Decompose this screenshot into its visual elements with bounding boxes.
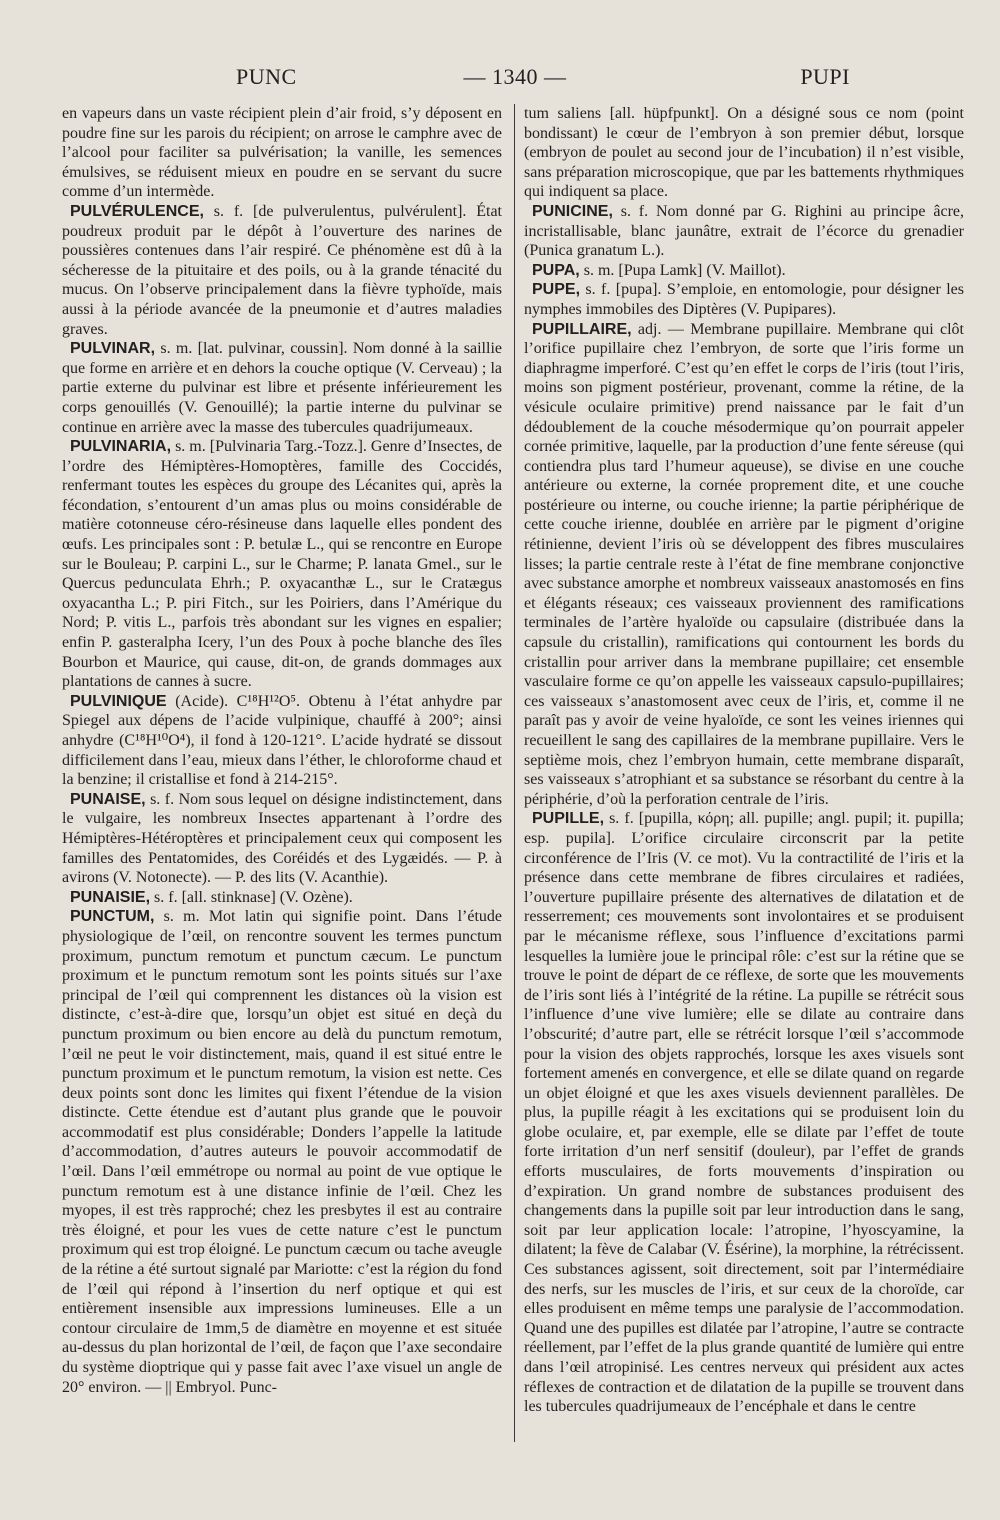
entry-headword: PUNICINE, <box>532 202 613 220</box>
entry-headword: PULVINIQUE <box>70 692 167 710</box>
entry-headword: PUNCTUM, <box>70 908 155 926</box>
entry-text: s. f. [all. stinknase] (V. Ozène). <box>150 888 353 906</box>
entry-text: adj. — Membrane pupillaire. Membrane qui clôt l’orifice pupillaire chez l’embryon, de sorte que l’iris forme un diaphragme imperforé. C’est qu’en effet le corps de l’iris (tout l’iris, moins son pigment postérieur, provenant, comme la rétine, de la vésicule oculaire primitive) prend naissance par le fait d’un dédoublement de la couche mésodermique qu’on pourrait appeler cornée primitive, laquelle, par la production d’une fente séreuse (qui contiendra plus tard l’humeur aqueuse), se divise en une couche antérieure ou externe, la cornée proprement dite, et une couche postérieure ou interne, ou couche irienne; la partie périphérique de cette couche irienne, doublée en arrière par le pigment d’origine rétinienne, devient l’iris où se développent des fibres musculaires lisses; la partie centrale reste à l’état de fine membrane conjonctive avec substance amorphe et nombreux vaisseaux anastomosés en fins et élégants réseaux; ces vaisseaux proviennent des ramifications terminales de l’artère hyaloïde ou capsulaire (distribuée dans la capsule du cristallin), ramifications qui contournent les bords du cristallin pour arriver dans la membrane pupillaire; cet ensemble vasculaire forme ce qu’on appelle les vaisseaux capsulo-pupillaires; ces vaisseaux s’anastomosent avec ceux de l’iris, et, comme il ne paraît pas y avoir de veine hyaloïde, ce sont les veines iriennes qui recueillent le sang des capillaires de la membrane pupillaire. Vers le septième mois, chez l’embryon humain, cette membrane disparaît, ses vaisseaux s’atrophiant et sa substance se résorbant du centre à la périphérie, d’où la perforation centrale de l’iris. <box>524 320 964 808</box>
entry-headword: PUNAISIE, <box>70 888 151 906</box>
dictionary-entry <box>524 320 964 810</box>
page-header <box>70 64 960 98</box>
entry-text: en vapeurs dans un vaste récipient plein d’air froid, s’y déposent en poudre fine sur les parois du récipient; on arrose le camphre avec de l’alcool pour faciliter sa pulvérisation; la vanille, les semences émulsives, se réduisent mieux en poudre en se servant du sucre comme d’un intermède. <box>62 105 502 201</box>
page-number: — 1340 — <box>463 64 567 89</box>
entry-text: s. m. Mot latin qui signifie point. Dans l’étude physiologique de l’œil, on rencontre souvent les termes punctum proximum, punctum remotum et punctum cæcum. Le punctum proximum et le punctum remotum sont les points situés sur l’axe principal de l’œil qui comprennent les distances où la vision est distincte, c’est-à-dire que, lorsqu’un objet est situé en deçà du punctum proximum ou bien encore au delà du punctum remotum, l’œil ne peut le voir distinctement, mais, quand il est situé entre le punctum proximum et le punctum remotum, la vision est nette. Ces deux points sont donc les limites qui fixent l’étendue de la vision distincte. Cette étendue est d’autant plus grande que le pouvoir accommodatif est plus considérable; Donders l’appelle la latitude d’accommodation, d’autres auteurs le pouvoir accommodatif de l’œil. Dans l’œil emmétrope ou normal au point de vue optique le punctum remotum est à une distance infinie de l’œil. Chez les myopes, il est très rapproché; chez les presbytes il est au contraire très éloigné, et pour les vues de cette nature c’est le punctum proximum qui est trop éloigné. Le punctum cæcum ou tache aveugle de la rétine a été surtout signalé par Mariotte: c’est la région du fond de l’œil qui répond à l’insertion du nerf optique et qui est entièrement insensible aux impressions lumineuses. Elle a un contour circulaire de 1mm,5 de diamètre en moyenne et est située au-dessus du plan horizontal de l’œil, de façon que l’axe secondaire du système dioptrique qui y passe fait avec l’axe visuel un angle de 20° environ. — || Embryol. Punc- <box>62 908 502 1396</box>
dictionary-entry <box>524 104 964 202</box>
left-column <box>62 104 502 1502</box>
dictionary-entry <box>62 202 502 339</box>
dictionary-entry <box>524 809 964 1416</box>
entry-text: s. m. [Pupa Lamk] (V. Maillot). <box>579 261 786 279</box>
entry-text: s. f. [pupilla, κόρη; all. pupille; angl. pupil; it. pupilla; esp. pupila]. L’orifice circulaire circonscrit par la petite circonférence de l’Iris (V. ce mot). Vu la contractilité de l’iris et la présence dans cette membrane de fibres circulaires et radiées, l’ouverture pupillaire présente des alternatives de dilatation et de resserrement; ces mouvements sont involontaires et se produisent par le mécanisme réflexe, sous l’influence d’excitations parmi lesquelles la lumière joue le principal rôle: c’est sur la rétine que se trouve le point de départ de ce réflexe, de sorte que les mouvements de l’iris sont liés à l’intégrité de la rétine. La pupille se rétrécit sous l’influence d’une vive lumière; elle se dilate au contraire dans l’obscurité; d’autre part, elle se rétrécit lorsque l’œil s’accommode pour la vision des objets rapprochés, lorsque les axes visuels sont fortement amenés en convergence, et elle se dilate quand on regarde un objet éloigné et que les axes visuels deviennent parallèles. De plus, la pupille réagit à les excitations qui se produisent loin du globe oculaire, et, par exemple, elle se dilate par l’effet de toute forte irritation d’un nerf sensitif (douleur), par l’effet de grands efforts musculaires, de forts mouvements d’inspiration ou d’expiration. Un grand nombre de substances produisent des changements dans la pupille soit par leur introduction dans le sang, soit par leur application locale: l’atropine, l’hyoscyamine, la dilatent; la fève de Calabar (V. Ésérine), la morphine, la rétrécissent. Ces substances agissent, soit directement, soit par l’intermédiaire des nerfs, sur les muscles de l’iris, et sur ceux de la choroïde, car elles produisent en même temps une paralysie de l’accommodation. Quand une des pupilles est dilatée par l’atropine, l’autre se contracte réellement, par l’effet de la plus grande quantité de lumière qui entre dans l’œil atropinisé. Les centres nerveux qui président aux actes réflexes de contraction et de dilatation de la pupille se trouvent dans les tubercules quadrijumeaux de l’encéphale et dans le centre <box>524 810 964 1416</box>
column-divider <box>514 104 515 1442</box>
dictionary-entry <box>62 692 502 790</box>
entry-text: s. m. [Pulvinaria Targ.-Tozz.]. Genre d’Insectes, de l’ordre des Hémiptères-Homoptères, famille des Coccidés, renfermant toutes les espèces du groupe des Lécanites qui, après la fécondation, s’entourent d’un amas plus ou moins considérable de matière cotonneuse céro-résineuse dans laquelle elles pondent des œufs. Les principales sont : P. betulæ L., qui se rencontre en Europe sur le Bouleau; P. carpini L., sur le Charme; P. lanata Gmel., sur le Quercus pedunculata Ehrh.; P. oxyacanthæ L., sur le Cratægus oxyacantha L.; P. piri Fitch., sur les Poiriers, dans l’Amérique du Nord; P. vitis L., parfois très abondant sur les vignes en espalier; enfin P. gasteralpha Icery, l’un des Poux à poche blanche des îles Bourbon et Maurice, qui cause, dit-on, de grands dommages aux plantations de cannes à sucre. <box>62 438 502 691</box>
entry-text: s. f. [de pulverulentus, pulvérulent]. État poudreux produit par le dépôt à l’ouverture des narines de poussières contenues dans l’air respiré. Ce phénomène est dû à la sécheresse de la pituitaire et des poils, ou à la grande ténacité du mucus. On l’observe principalement dans la fièvre typhoïde, mais aussi à la période avancée de la pneumonie et d’autres maladies graves. <box>62 202 502 338</box>
running-head-left: PUNC <box>236 64 297 89</box>
entry-headword: PULVINARIA, <box>70 438 172 456</box>
dictionary-entry <box>62 437 502 692</box>
entry-headword: PUPA, <box>532 261 580 279</box>
entry-text: tum saliens [all. hüpfpunkt]. On a désigné sous ce nom (point bondissant) le cœur de l’embryon à son premier début, lorsque (embryon de poulet au second jour de l’incubation) il n’est visible, sans préparation microscopique, que par les battements rhythmiques qui indiquent sa place. <box>524 105 964 201</box>
dictionary-entry <box>62 339 502 437</box>
running-head-right: PUPI <box>800 64 850 89</box>
entry-headword: PUPILLE, <box>532 810 605 828</box>
dictionary-entry <box>62 888 502 908</box>
entry-headword: PUNAISE, <box>70 790 146 808</box>
entry-text: (Acide). C¹⁸H¹²O⁵. Obtenu à l’état anhydre par Spiegel aux dépens de l’acide vulpinique, chauffé à 200°; ainsi anhydre (C¹⁸H¹⁰O⁴), il fond à 120-121°. L’acide hydraté se dissout difficilement dans l’eau, mieux dans l’éther, le chloroforme chaud et la benzine; il cristallise et fond à 214-215°. <box>62 692 502 789</box>
entry-headword: PUPILLAIRE, <box>532 320 632 338</box>
dictionary-entry <box>524 261 964 281</box>
entry-text: s. m. [lat. pulvinar, coussin]. Nom donné à la saillie que forme en arrière et en dehors la couche optique (V. Cerveau) ; la partie externe du pulvinar est libre et présente inférieurement les corps genouillés (V. Genouillé); la partie interne du pulvinar se continue en arrière avec la masse des tubercules quadrijumeaux. <box>62 340 502 436</box>
dictionary-entry <box>62 790 502 888</box>
entry-headword: PULVINAR, <box>70 340 156 358</box>
entry-text: s. f. [pupa]. S’emploie, en entomologie, pour désigner les nymphes immobiles des Diptères (V. Pupipares). <box>524 281 964 318</box>
entry-text: s. f. Nom donné par G. Righini au principe âcre, incristallisable, blanc jaunâtre, extrait de l’écorce du grenadier (Punica granatum L.). <box>524 202 964 260</box>
dictionary-entry <box>524 280 964 319</box>
entry-headword: PULVÉRULENCE, <box>70 202 204 220</box>
entry-text: s. f. Nom sous lequel on désigne indistinctement, dans le vulgaire, les nombreux Insectes appartenant à l’ordre des Hémiptères-Hétéroptères et principalement ceux qui composent les familles des Pentatomides, des Coréidés et des Lygæidés. — P. à avirons (V. Notonecte). — P. des lits (V. Acanthie). <box>62 790 502 887</box>
right-column <box>524 104 964 1502</box>
entry-headword: PUPE, <box>532 281 581 299</box>
dictionary-entry <box>524 202 964 261</box>
dictionary-entry <box>62 907 502 1397</box>
dictionary-entry <box>62 104 502 202</box>
